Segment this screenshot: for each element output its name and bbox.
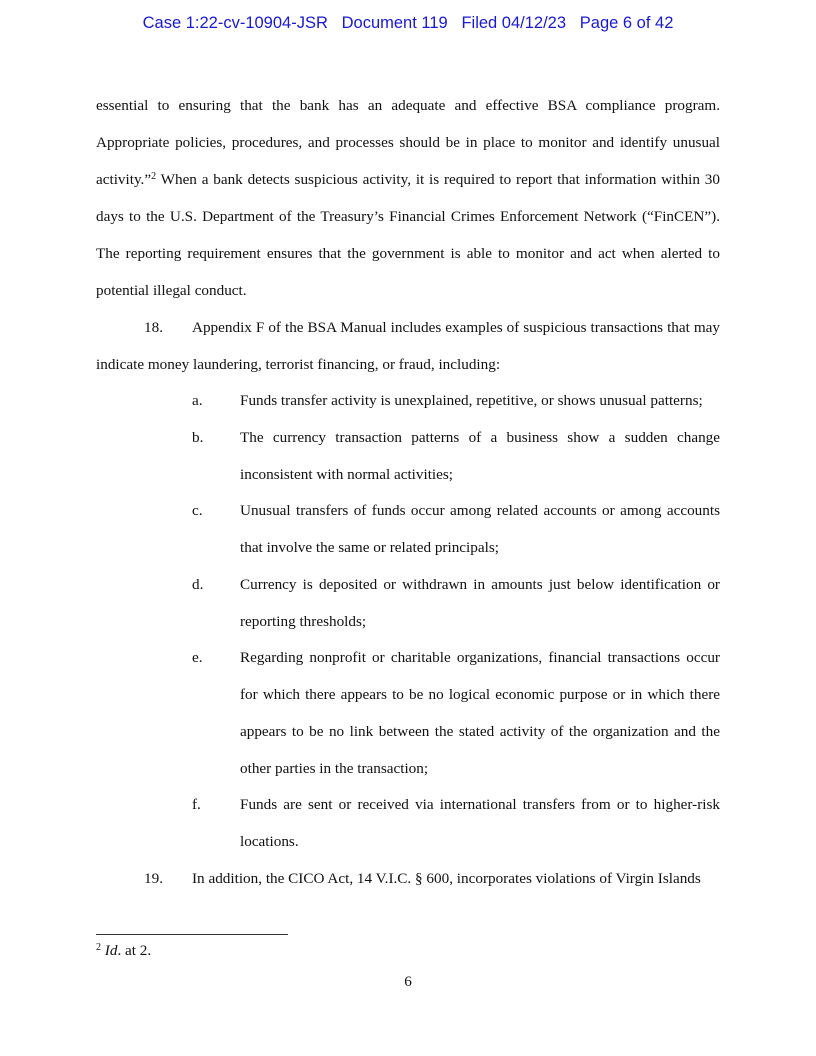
footnote-italic: Id [104,942,118,959]
list-item-label: c. [192,502,203,519]
list-item-text: The currency transaction patterns of a business show a sudden change inconsistent with normal activities; [240,429,720,483]
list-item-text: Regarding nonprofit or charitable organizations, financial transactions occur for which there appears to be no logical economic purpose or in which there appears to be no link between the stated activity of the organization and the other parties in the transaction; [240,649,720,777]
paragraph-text: Appendix F of the BSA Manual includes examples of suspicious transactions that may indicate money laundering, terrorist financing, or fraud, including: [96,319,720,373]
paragraph-19 [96,860,720,897]
paragraph-text: In addition, the CICO Act, 14 V.I.C. § 600, incorporates violations of Virgin Islands [192,870,701,887]
list-item-text: Funds are sent or received via international transfers from or to higher-risk locations. [240,796,720,850]
paragraph-18 [96,309,720,383]
paragraph-number: 19. [144,870,163,887]
list-item-label: e. [192,649,203,666]
intro-text-a: essential to ensuring that the bank has an adequate and effective BSA compliance program. Appropriate policies, procedures, and processes should be in place to monitor and identify unusual activity.” [96,97,720,188]
list-item-label: f. [192,796,201,813]
list-item-label: a. [192,392,203,409]
footnote-marker: 2 [96,942,101,953]
footnote-divider [96,934,288,935]
list-item-text: Funds transfer activity is unexplained, repetitive, or shows unusual patterns; [240,392,703,409]
paragraph-number: 18. [144,319,163,336]
intro-paragraph [96,87,720,309]
list-item-label: d. [192,576,204,593]
footnote-text: . at 2. [117,942,152,959]
list-item-text: Unusual transfers of funds occur among related accounts or among accounts that involve the same or related principals; [240,502,720,556]
footnote [96,942,151,960]
page-number: 6 [404,973,412,990]
intro-text-b: When a bank detects suspicious activity, it is required to report that information within 30 days to the U.S. Department of the Treasury’s Financial Crimes Enforcement Network (“FinCEN”). The reporting requirement ensures that the government is able to monitor and act when alerted to potential illegal conduct. [96,171,720,299]
list-item-label: b. [192,429,204,446]
list-item-text: Currency is deposited or withdrawn in amounts just below identification or reporting thresholds; [240,576,720,630]
case-header: Case 1:22-cv-10904-JSR Document 119 Filed 04/12/23 Page 6 of 42 [142,14,674,32]
footnote-ref: 2 [151,171,157,182]
